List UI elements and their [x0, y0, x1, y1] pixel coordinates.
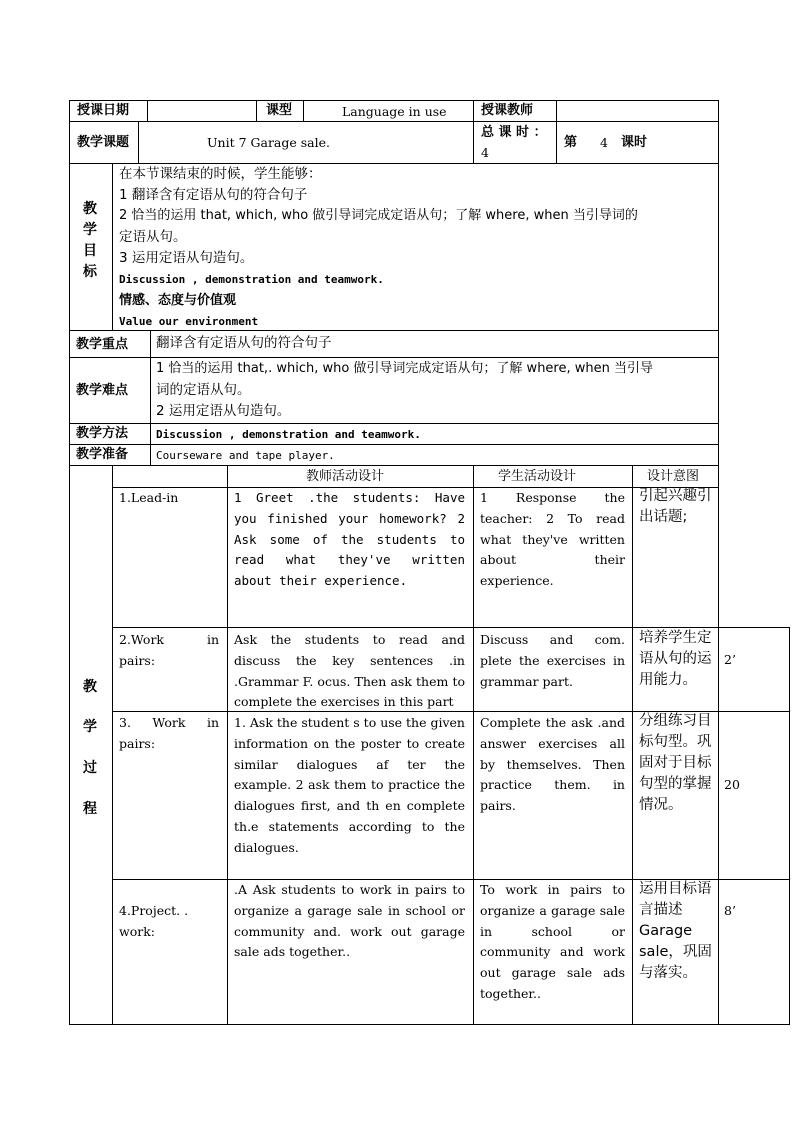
process-label-char: 教 — [83, 679, 97, 695]
objective-item-1: 1 翻译含有定语从句的符合句子 — [119, 187, 308, 203]
process-label-char: 程 — [83, 801, 97, 817]
objectives-label-char: 目 — [83, 243, 97, 259]
total-hours-value: 4 — [481, 145, 489, 160]
session-number: 4 — [600, 135, 608, 150]
design-intent: 培养学生定语从句的运用能力。 — [639, 630, 712, 688]
process-label-char: 学 — [83, 719, 97, 735]
objectives-label-char: 学 — [83, 222, 97, 238]
objectives-label-char: 标 — [83, 264, 97, 280]
objectives-intro: 在本节课结束的时候，学生能够： — [119, 166, 322, 182]
date-label: 授课日期 — [77, 103, 130, 118]
difficulty-item-1: 1 恰当的运用 that,. which, who 做引导词完成定语从句；了解 where, when 当引导 — [156, 361, 653, 376]
method-label: 教学方法 — [76, 426, 129, 441]
objectives-label-char: 教 — [83, 201, 97, 217]
difficulty-item-1-cont: 词的定语从句。 — [156, 382, 251, 398]
step-label: 1.Lead-in — [119, 490, 179, 505]
student-activity: 1 Response the teacher: 2 To read what they've written about their experience. — [480, 490, 625, 589]
objective-item-3: 3 运用定语从句造句。 — [119, 250, 254, 266]
value-text: Value our environment — [119, 315, 259, 328]
design-intent: 引起兴趣引出话题; — [639, 488, 712, 525]
time-allocation: 8’ — [724, 903, 736, 918]
objective-item-2: 2 恰当的运用 that, which, who 做引导词完成定语从句；了解 where, when 当引导词的 — [119, 208, 638, 223]
difficulty-item-2: 2 运用定语从句造句。 — [156, 403, 291, 419]
session-di: 第 — [564, 135, 578, 150]
teacher-activity: .A Ask students to work in pairs to organize a garage sale in school or community and. work out garage sale ads together.. — [234, 882, 465, 960]
time-allocation: 2’ — [724, 652, 736, 667]
type-value: Language in use — [342, 104, 447, 119]
objectives-methods: Discussion , demonstration and teamwork. — [119, 273, 384, 286]
process-label-char: 过 — [83, 760, 97, 776]
col-intent-header: 设计意图 — [647, 469, 700, 484]
col-student-header: 学生活动设计 — [498, 469, 577, 484]
topic-label: 教学课题 — [77, 135, 130, 150]
attitude-title: 情感、态度与价值观 — [119, 293, 237, 308]
teacher-activity: 1 Greet .the students: Have you finished your homework? 2 Ask some of the students to read what they've written about their experience. — [234, 490, 465, 589]
preparation-label: 教学准备 — [76, 447, 129, 462]
step-label: 2.Work in pairs: — [119, 632, 219, 668]
key-points-label: 教学重点 — [76, 337, 129, 352]
teacher-label: 授课教师 — [481, 103, 534, 118]
col-teacher-header: 教师活动设计 — [306, 469, 385, 484]
step-label: 3. Work in pairs: — [119, 715, 219, 751]
objective-item-2-cont: 定语从句。 — [119, 229, 187, 245]
teacher-activity: 1. Ask the student s to use the given information on the poster to create similar dialogues af ter the example. 2 ask them to practice the dialogues first, and th en complete th.e statements according to the dialogues. — [234, 715, 465, 855]
design-intent: 运用目标语言描述 Garage sale，巩固与落实。 — [639, 881, 712, 981]
time-allocation: 20 — [724, 777, 740, 792]
key-points-text: 翻译含有定语从句的符合句子 — [156, 335, 332, 351]
teacher-activity: Ask the students to read and discuss the key sentences .in .Grammar F. ocus. Then ask them to complete the exercises in this part — [234, 632, 465, 710]
session-unit: 课时 — [621, 135, 648, 150]
student-activity: Discuss and com. plete the exercises in grammar part. — [480, 632, 625, 689]
design-intent: 分组练习目标句型。巩固对于目标句型的掌握情况。 — [639, 713, 712, 813]
student-activity: To work in pairs to organize a garage sale in school or community and work out garage sale ads together.. — [480, 882, 625, 1001]
topic-value: Unit 7 Garage sale. — [207, 135, 330, 150]
total-hours-label: 总 课 时 ： — [481, 125, 547, 140]
method-text: Discussion , demonstration and teamwork. — [156, 428, 421, 441]
student-activity: Complete the ask .and answer exercises all by themselves. Then practice them. in pairs. — [480, 715, 625, 814]
type-label: 课型 — [266, 103, 293, 118]
step-label: 4.Project. . work: — [119, 903, 189, 939]
difficulties-label: 教学难点 — [76, 383, 129, 398]
preparation-text: Courseware and tape player. — [156, 449, 335, 462]
